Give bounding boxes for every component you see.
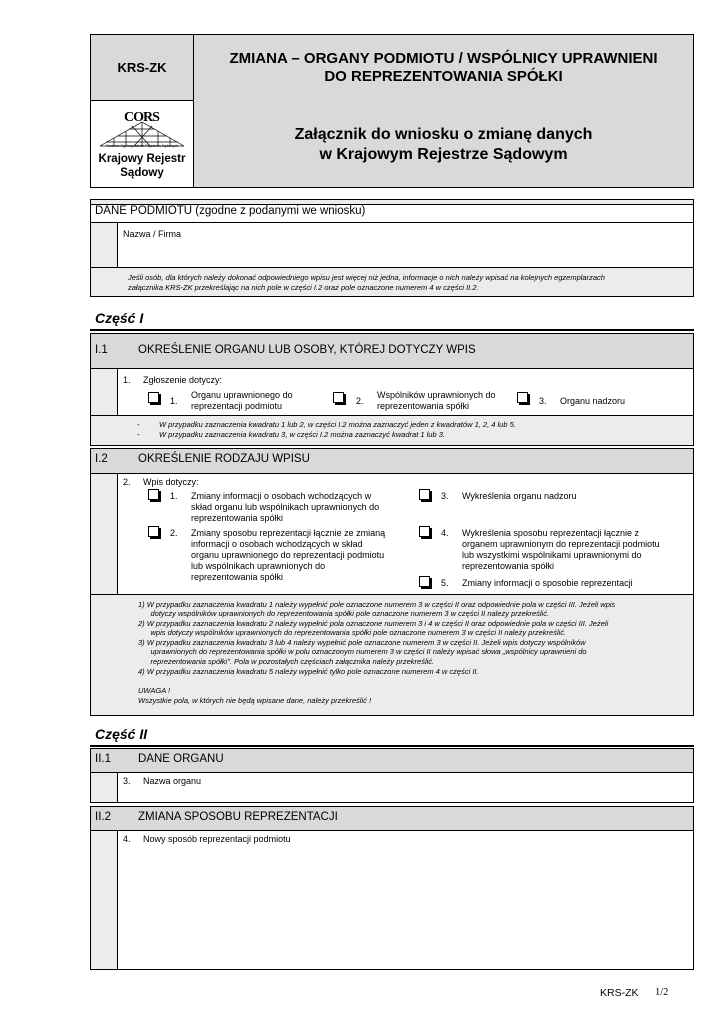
entry2-line3: organu uprawnionego do reprezentacji podmiotu xyxy=(191,550,385,560)
option1-label-line1: Organu uprawnionego do xyxy=(191,390,293,400)
svg-text:CORS: CORS xyxy=(124,110,159,125)
section-II1-title: DANE ORGANU xyxy=(138,753,224,765)
footer-form-code: KRS-ZK xyxy=(600,987,639,999)
checkbox-partners-representation[interactable] xyxy=(333,392,344,403)
checkbox-entry-type-5[interactable] xyxy=(419,576,430,587)
I1-note1-dash: - xyxy=(137,420,140,429)
entry3-line1: Wykreślenia organu nadzoru xyxy=(462,491,577,501)
I2-note-2b: wpis dotyczy wspólników uprawnionych do reprezentowania spółki pole oznaczone numerem 3 w części II należy przekreślić. xyxy=(138,628,567,637)
entity-heading: DANE PODMIOTU (zgodne z podanymi we wniosku) xyxy=(95,205,366,217)
entry5-line1: Zmiany informacji o sposobie reprezentacji xyxy=(462,578,633,588)
field1-number: 1. xyxy=(123,375,131,385)
I1-note2: W przypadku zaznaczenia kwadratu 3, w części I.2 można zaznaczyć kwadrat 1 lub 3. xyxy=(159,430,445,439)
entry4-number: 4. xyxy=(441,528,449,538)
logo-caption: Centrum Ogólnopolskich Rejestrów Sądowych xyxy=(106,144,178,148)
section-II2-number: II.2 xyxy=(95,811,111,823)
I2-note-4: 4) W przypadku zaznaczenia kwadratu 5 należy wypełnić tylko pole oznaczone numerem 4 w części II. xyxy=(138,667,479,676)
option2-number: 2. xyxy=(356,396,364,406)
I2-note-3c: reprezentowania spółki". Pola w pozostałych częściach załącznika należy przekreślić. xyxy=(138,657,435,666)
entry1-number: 1. xyxy=(170,491,178,501)
entry2-line4: lub wspólnikach uprawnionych do xyxy=(191,561,326,571)
footer-page-number: 1/2 xyxy=(655,987,669,998)
entry1-line3: reprezentowania spółki xyxy=(191,513,284,523)
representation-method-field[interactable] xyxy=(118,831,693,969)
checkbox-entry-type-2[interactable] xyxy=(148,526,159,537)
entity-note-line2: załącznika KRS-ZK przekreślając na nich pole w części I.2 oraz pole oznaczone numerem 4 w części II.2. xyxy=(128,283,479,292)
section-I1-title: OKREŚLENIE ORGANU LUB OSOBY, KTÓREJ DOTYCZY WPIS xyxy=(138,344,476,356)
entry4-line4: reprezentowania spółki xyxy=(462,561,555,571)
field3-label: Nazwa organu xyxy=(143,776,202,786)
entity-note-line1: Jeśli osób, dla których należy dokonać odpowiedniego wpisu jest więcej niż jedna, informacje o nich należy wpisać na kolejnych egzemplarzach xyxy=(128,273,605,282)
I2-note-3b: uprawnionych do reprezentowania spółki w polu oznaczonym numerem 3 w części II należy wpisać słowa „wspólnicy uprawnieni do xyxy=(138,647,587,656)
I1-note1: W przypadku zaznaczenia kwadratu 1 lub 2, w części I.2 można zaznaczyć jeden z kwadratów 1, 2, 4 lub 5. xyxy=(159,420,516,429)
option2-label-line2: reprezentowania spółki xyxy=(377,401,470,411)
section-II1-number: II.1 xyxy=(95,753,111,765)
entry2-line2: informacji o osobach wchodzących w skład xyxy=(191,539,363,549)
entry1-line1: Zmiany informacji o osobach wchodzących w xyxy=(191,491,372,501)
entry1-line2: skład organu lub wspólnikach uprawnionych do xyxy=(191,502,380,512)
entity-name-field[interactable] xyxy=(118,223,693,267)
entity-name-label: Nazwa / Firma xyxy=(123,229,182,239)
option1-label-line2: reprezentacji podmiotu xyxy=(191,401,283,411)
field2-number: 2. xyxy=(123,477,131,487)
field3-number: 3. xyxy=(123,776,131,786)
option3-label: Organu nadzoru xyxy=(560,396,626,406)
form-title-line1: ZMIANA – ORGANY PODMIOTU / WSPÓLNICY UPRAWNIENI xyxy=(229,50,658,67)
form-code: KRS-ZK xyxy=(117,60,167,75)
warning-text: Wszystkie pola, w których nie będą wpisane dane, należy przekreślić ! xyxy=(138,696,372,705)
I1-note2-dash: - xyxy=(137,430,140,439)
entry4-line2: organem uprawnionym do reprezentacji podmiotu xyxy=(462,539,660,549)
section-I2-number: I.2 xyxy=(95,453,108,465)
I2-note-2a: 2) W przypadku zaznaczenia kwadratu 2 należy wypełnić pola oznaczone numerem 3 i 4 w części II oraz odpowiednie pola w części III. Jeżeli xyxy=(138,619,609,628)
section-I1-number: I.1 xyxy=(95,344,108,356)
warning-title: UWAGA ! xyxy=(138,686,171,695)
checkbox-entry-type-4[interactable] xyxy=(419,526,430,537)
entry4-line1: Wykreślenia sposobu reprezentacji łącznie z xyxy=(462,528,640,538)
checkbox-entry-type-1[interactable] xyxy=(148,489,159,500)
entry3-number: 3. xyxy=(441,491,449,501)
checkbox-organ-representation[interactable] xyxy=(148,392,159,403)
entry5-number: 5. xyxy=(441,578,449,588)
section-I2-title: OKREŚLENIE RODZAJU WPISU xyxy=(138,453,310,465)
entry2-line1: Zmiany sposobu reprezentacji łącznie ze zmianą xyxy=(191,528,386,538)
option1-number: 1. xyxy=(170,396,178,406)
part2-title: Część II xyxy=(95,726,148,742)
checkbox-supervisory-organ[interactable] xyxy=(517,392,528,403)
form-subtitle-line1: Załącznik do wniosku o zmianę danych xyxy=(294,126,593,143)
entry4-line3: lub wszystkimi wspólnikami uprawnionymi do xyxy=(462,550,642,560)
form-title-line2: DO REPREZENTOWANIA SPÓŁKI xyxy=(324,68,563,85)
field2-label: Wpis dotyczy: xyxy=(143,477,199,487)
option3-number: 3. xyxy=(539,396,547,406)
entry2-line5: reprezentowania spółki xyxy=(191,572,284,582)
I2-note-1a: 1) W przypadku zaznaczenia kwadratu 1 należy wypełnić pole oznaczone numerem 3 w części II oraz odpowiednie pola w części III. Jeżeli wpis xyxy=(138,600,616,609)
I2-note-1b: dotyczy wspólników uprawnionych do reprezentowania spółki pole oznaczone numerem 3 w części II należy przekreślić. xyxy=(138,609,550,618)
field1-label: Zgłoszenie dotyczy: xyxy=(143,375,223,385)
entry2-number: 2. xyxy=(170,528,178,538)
option2-label-line1: Wspólników uprawnionych do xyxy=(377,390,496,400)
form-subtitle-line2: w Krajowym Rejestrze Sądowym xyxy=(319,146,568,163)
I2-note-3a: 3) W przypadku zaznaczenia kwadratu 3 lub 4 należy wypełnić pole oznaczone numerem 3 w części II. Jeżeli wpis dotyczy wspólników xyxy=(138,638,586,647)
registry-name-line2: Sądowy xyxy=(120,167,164,179)
checkbox-entry-type-3[interactable] xyxy=(419,489,430,500)
organ-name-field[interactable] xyxy=(118,773,693,802)
field4-label: Nowy sposób reprezentacji podmiotu xyxy=(143,834,291,844)
section-II2-title: ZMIANA SPOSOBU REPREZENTACJI xyxy=(138,811,338,823)
registry-name-line1: Krajowy Rejestr xyxy=(98,153,186,165)
part1-title: Część I xyxy=(95,310,144,326)
field4-number: 4. xyxy=(123,834,131,844)
